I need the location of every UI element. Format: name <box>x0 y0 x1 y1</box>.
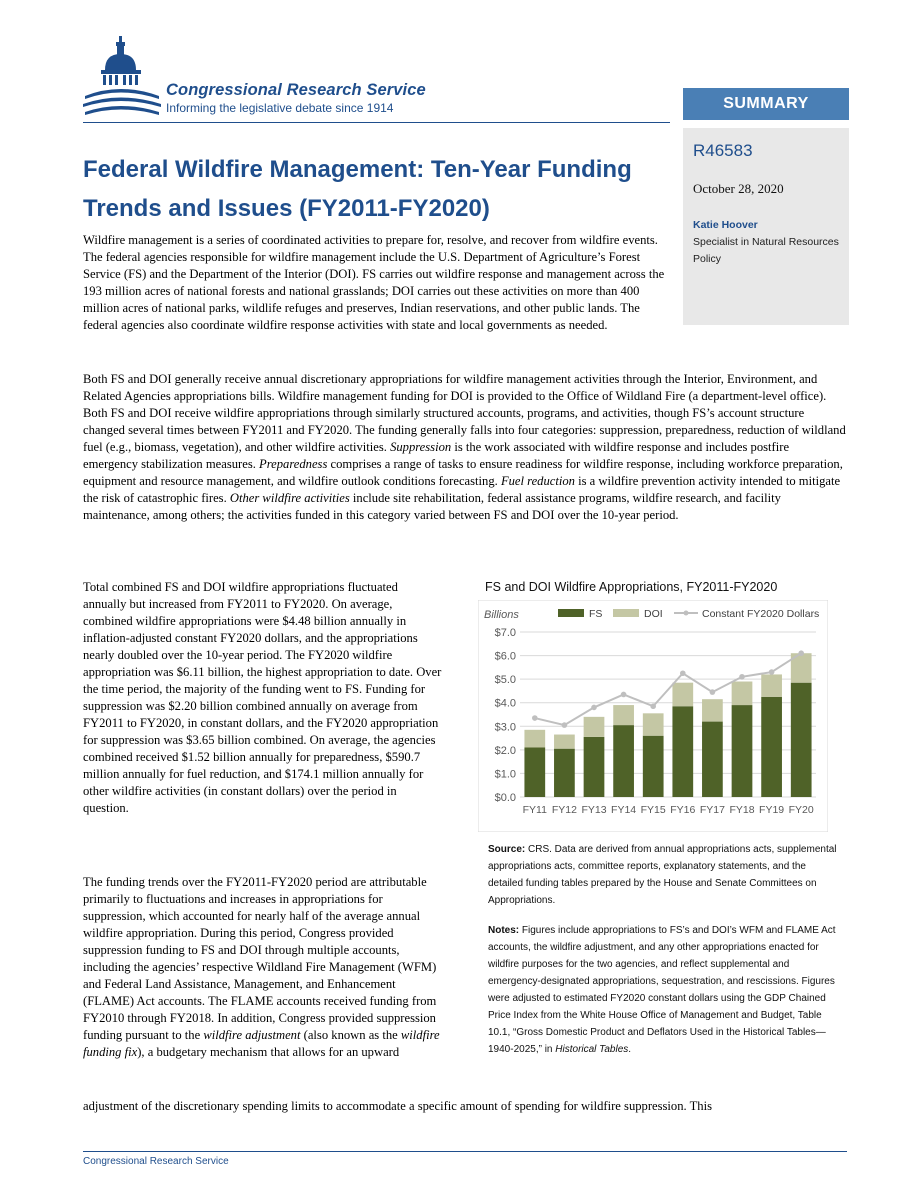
summary-tab: SUMMARY <box>683 88 849 120</box>
y-tick-label: $1.0 <box>494 768 516 781</box>
paragraph-text: Both FS and DOI generally receive annual discretionary appropriations for wildfire management activities through the Interior, Environment, and Related Agencies appropriations bills. Wildfire management funding for DOI is provided to the Office of Wildland Fire (a department-level office). Both FS and DOI receive wildfire appropriations through similarly structured accounts, programs, and activities, though FS’s account structure changed several times between FY2011 and FY2020. The funding generally falls into four categories: suppression, preparedness, reduction of wildland fuel (e.g., biomass, vegetation), and other wildfire activities. <box>83 372 846 454</box>
figure-notes <box>488 922 843 1058</box>
x-tick-label: FY15 <box>640 804 666 816</box>
term-fuel-reduction: Fuel reduction <box>500 474 575 488</box>
term-wildfire-adjustment: wildfire adjustment <box>203 1028 301 1042</box>
constant-dollars-point <box>650 703 656 709</box>
fs-bar <box>791 683 812 797</box>
summary-paragraph-1: Wildfire management is a series of coordinated activities to prepare for, resolve, and recover from wildfire events. The federal agencies responsible for wildfire management include the U.S. Department of Agriculture’s Forest Service (FS) and the Department of the Interior (DOI). FS carries out wildfire response and management across the 193 million acres of national forests and national grasslands; DOI carries out these activities on more than 400 million acres of national parks, wildlife refuges and preserves, Indian reservations, and other public lands. The federal agencies also coordinate wildfire response activities with state and local governments as needed. <box>83 233 665 332</box>
notes-text: Figures include appropriations to FS’s and DOI’s WFM and FLAME Act accounts, the wildfire adjustment, and any other appropriations enacted for wildfire purposes for the two agencies, and reflect supplemental and emergency-designated appropriations, sequestration, and rescissions. Figures were adjusted to estimated FY2020 constant dollars using the GDP Chained Price Index from the White House Office of Management and Budget, Table 10.1, “Gross Domestic Product and Deflators Used in the Historical Tables—1940-2025,” in <box>488 925 836 1055</box>
footer-divider <box>83 1151 847 1152</box>
notes-label: Notes: <box>488 925 520 936</box>
doi-bar <box>643 713 664 735</box>
notes-end: . <box>628 1044 632 1055</box>
term-preparedness: Preparedness <box>259 457 328 471</box>
term-other-activities: Other wildfire activities <box>229 491 350 505</box>
figure-title: FS and DOI Wildfire Appropriations, FY2011-FY2020 <box>485 580 778 594</box>
footer-text: Congressional Research Service <box>83 1156 229 1167</box>
fs-bar <box>643 736 664 797</box>
doi-bar <box>672 683 693 707</box>
y-tick-label: $2.0 <box>494 744 516 757</box>
report-date: October 28, 2020 <box>693 181 784 196</box>
paragraph-text: ), a budgetary mechanism that allows for an upward <box>137 1045 400 1059</box>
term-suppression: Suppression <box>390 440 452 454</box>
legend-line-label: Constant FY2020 Dollars <box>702 608 820 620</box>
x-tick-label: FY13 <box>581 804 607 816</box>
paragraph-text: (also known as the <box>303 1028 398 1042</box>
x-tick-label: FY11 <box>522 804 547 816</box>
crs-capitol-logo-icon <box>83 36 161 123</box>
y-tick-label: $4.0 <box>494 697 516 710</box>
paragraph-text: include site rehabilitation, federal assistance programs, wildfire research, and facility maintenance, among others; the activities funded in this category varied between FS and DOI over the 10-year period. <box>83 491 781 522</box>
doi-bar <box>524 730 545 748</box>
source-text: CRS. Data are derived from annual appropriations acts, supplemental appropriations acts, committee reports, explanatory statements, and the detailed funding tables prepared by the House and Senate Committees on Appropriations. <box>488 844 837 906</box>
fs-bar <box>524 748 545 798</box>
paragraph-text: The funding trends over the FY2011-FY2020 period are attributable primarily to fluctuations and increases in appropriations for suppression, which accounted for nearly half of the average annual wildfire appropriation. During this period, Congress provided suppression funding to FS and DOI through multiple accounts, including the agencies’ respective Wildland Fire Management (WFM) and Federal Land Assistance, Management, and Enhancement (FLAME) Act accounts. The FLAME accounts received funding from FY2010 through FY2018. In addition, Congress provided suppression funding pursuant to the <box>83 875 437 1042</box>
constant-dollars-point <box>591 705 597 711</box>
y-tick-label: $0.0 <box>494 792 516 804</box>
legend-line-marker <box>684 611 689 616</box>
term-wildfire-funding-fix: wildfire funding fix <box>83 1028 440 1059</box>
doi-bar <box>761 674 782 696</box>
paragraph-text: is a wildfire prevention activity intended to mitigate the risk of catastrophic fires. <box>83 474 841 505</box>
summary-paragraph-4 <box>83 874 443 1061</box>
y-tick-label: $7.0 <box>494 627 516 639</box>
summary-paragraph-5: adjustment of the discretionary spending limits to accommodate a specific amount of spending for wildfire suppression. This <box>83 1099 712 1113</box>
x-tick-label: FY18 <box>729 804 755 816</box>
fs-bar <box>584 737 605 797</box>
fs-bar <box>672 706 693 797</box>
x-tick-label: FY14 <box>611 804 637 816</box>
paragraph-text: comprises a range of tasks to ensure readiness for wildfire response, including workforce preparation, equipment and resource management, and wildfire outlook conditions forecasting. <box>83 457 843 488</box>
y-tick-label: $3.0 <box>494 721 516 734</box>
doi-bar <box>702 699 723 721</box>
appropriations-chart <box>478 600 828 837</box>
page-title: Federal Wildfire Management: Ten-Year Funding Trends and Issues (FY2011-FY2020) <box>83 156 632 222</box>
fs-bar <box>613 725 634 797</box>
doi-bar <box>613 705 634 725</box>
constant-dollars-point <box>739 674 745 680</box>
source-label: Source: <box>488 844 526 855</box>
org-tagline: Informing the legislative debate since 1914 <box>166 101 394 115</box>
fs-bar <box>554 749 575 797</box>
legend-doi-swatch <box>613 609 639 617</box>
figure-source <box>488 841 843 909</box>
summary-paragraph-3: Total combined FS and DOI wildfire appropriations fluctuated annually but increased from FY2011 to FY2020. On average, combined wildfire appropriations were $4.48 billion annually in inflation-adjusted constant FY2020 dollars, and the appropriations nearly doubled over the 10-year period. The FY2020 wildfire appropriation was $6.11 billion, the highest appropriation to date. Over the time period, the majority of the funding went to FS. Funding for suppression was $2.20 billion combined annually on average from FY2011 to FY2020, in constant dollars, and the FY2020 appropriation for suppression was $3.65 billion combined. On average, the agencies combined received $1.52 billion annually for preparedness, $590.7 million annually for fuel reduction, and $174.1 million annually for other wildfire activities (in constant dollars) over the period in question. <box>83 580 442 815</box>
x-tick-label: FY19 <box>759 804 785 816</box>
fs-bar <box>732 705 753 797</box>
legend-fs-label: FS <box>589 608 603 620</box>
constant-dollars-point <box>562 722 568 728</box>
doi-bar <box>584 717 605 737</box>
header-divider <box>83 122 670 123</box>
org-name: Congressional Research Service <box>166 81 426 99</box>
constant-dollars-point <box>769 669 775 675</box>
notes-italic: Historical Tables <box>555 1044 629 1055</box>
y-tick-label: $6.0 <box>494 650 516 663</box>
legend-fs-swatch <box>558 609 584 617</box>
paragraph-text: is the work associated with wildfire response and includes postfire emergency stabilization measures. <box>83 440 790 471</box>
legend-doi-label: DOI <box>644 608 663 620</box>
y-axis-label: Billions <box>484 609 519 621</box>
doi-bar <box>554 735 575 749</box>
constant-dollars-point <box>798 650 804 656</box>
constant-dollars-point <box>621 692 627 698</box>
doi-bar <box>732 682 753 706</box>
summary-paragraph-2 <box>83 371 847 524</box>
report-number: R46583 <box>693 141 753 160</box>
constant-dollars-point <box>680 670 686 676</box>
x-tick-label: FY17 <box>699 804 725 816</box>
fs-bar <box>761 697 782 797</box>
x-tick-label: FY20 <box>788 804 814 816</box>
constant-dollars-point <box>532 715 538 721</box>
constant-dollars-point <box>710 689 716 695</box>
author-title: Specialist in Natural Resources Policy <box>693 236 839 265</box>
fs-bar <box>702 722 723 797</box>
x-tick-label: FY16 <box>670 804 696 816</box>
y-tick-label: $5.0 <box>494 674 516 687</box>
x-tick-label: FY12 <box>551 804 577 816</box>
author-name: Katie Hoover <box>693 219 758 231</box>
